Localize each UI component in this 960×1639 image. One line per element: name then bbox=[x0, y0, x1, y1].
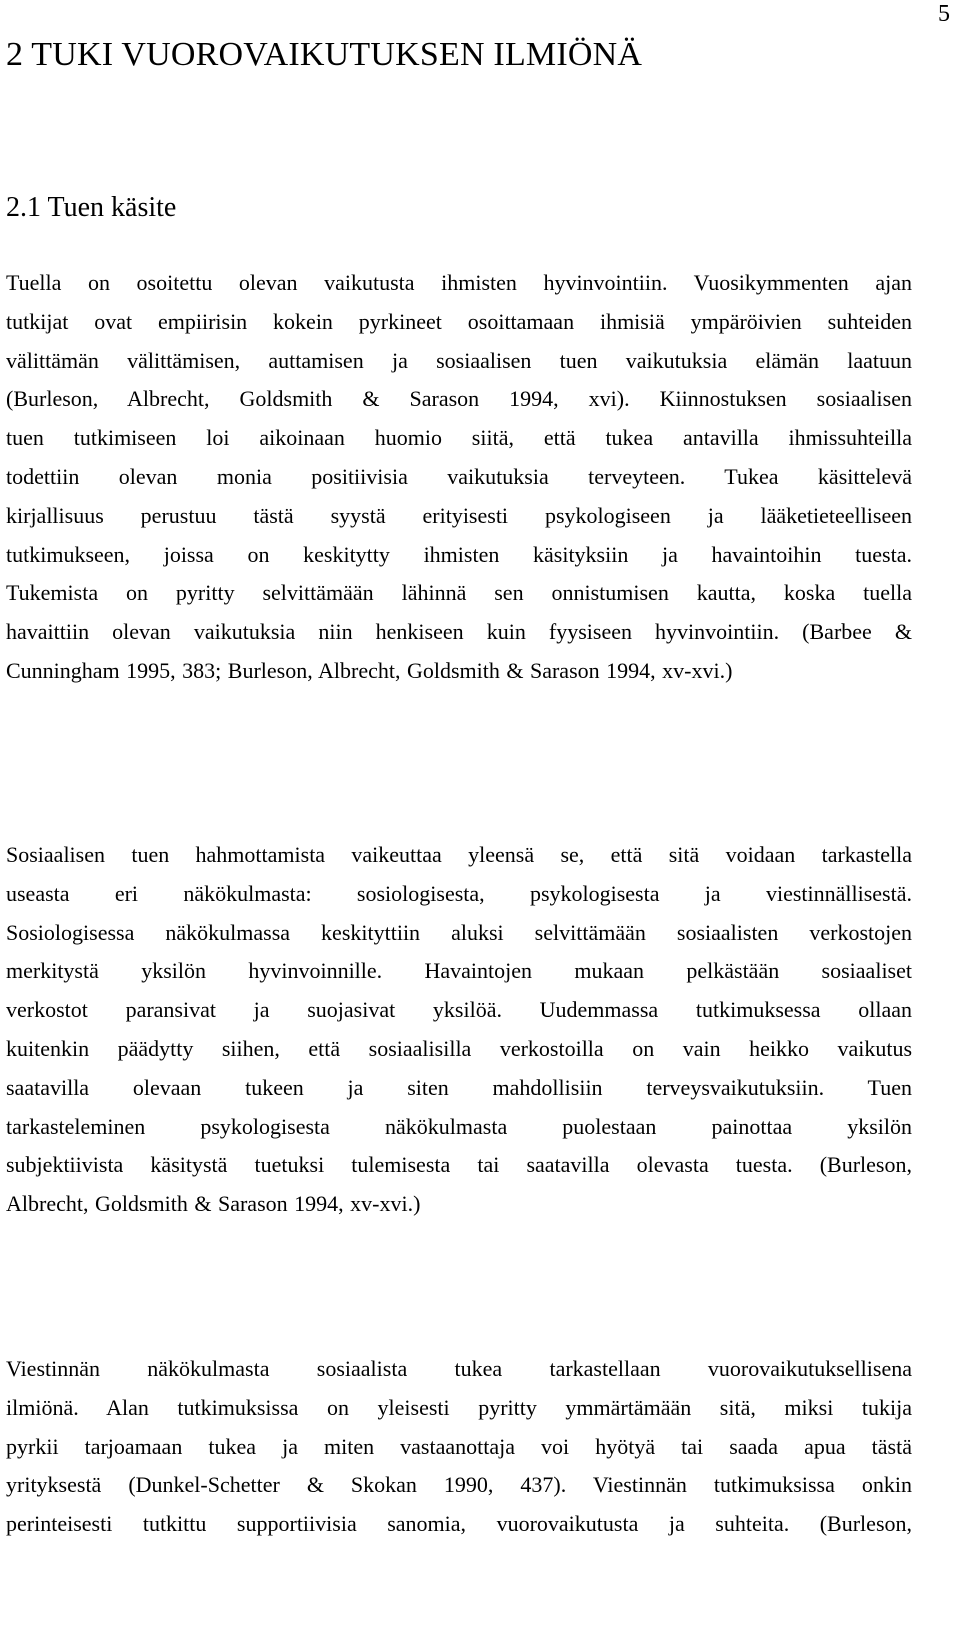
paragraph-1 bbox=[6, 264, 912, 691]
text-line: useasta eri näkökulmasta: sosiologisesta, psykologisesta ja viestinnällisestä. bbox=[6, 880, 912, 906]
text-line: tutkijat ovat empiirisin kokein pyrkineet osoittamaan ihmisiä ympäröivien suhteiden bbox=[6, 308, 912, 334]
text-line: saatavilla olevaan tukeen ja siten mahdollisiin terveysvaikutuksiin. Tuen bbox=[6, 1074, 912, 1100]
text-line: tuen tutkimiseen loi aikoinaan huomio siitä, että tukea antavilla ihmissuhteilla bbox=[6, 425, 912, 451]
text-line: pyrkii tarjoamaan tukea ja miten vastaanottaja voi hyötyä tai saada apua tästä bbox=[6, 1433, 912, 1459]
text-line: subjektiivista käsitystä tuetuksi tulemisesta tai saatavilla olevasta tuesta. (Burleson, bbox=[6, 1152, 912, 1178]
text-line: Tuella on osoitettu olevan vaikutusta ihmisten hyvinvointiin. Vuosikymmenten ajan bbox=[6, 270, 912, 295]
text-line: havaittiin olevan vaikutuksia niin henkiseen kuin fyysiseen hyvinvointiin. (Barbee & bbox=[6, 619, 912, 645]
text-line: yrityksestä (Dunkel-Schetter & Skokan 1990, 437). Viestinnän tutkimuksissa onkin bbox=[6, 1472, 912, 1498]
text-line: Viestinnän näkökulmasta sosiaalista tukea tarkastellaan vuorovaikutuksellisena bbox=[6, 1356, 912, 1381]
text-line: kirjallisuus perustuu tästä syystä erityisesti psykologiseen ja lääketieteelliseen bbox=[6, 502, 912, 528]
text-line: (Burleson, Albrecht, Goldsmith & Sarason 1994, xvi). Kiinnostuksen sosiaalisen bbox=[6, 386, 912, 412]
text-line: Cunningham 1995, 383; Burleson, Albrecht, Goldsmith & Sarason 1994, xv-xvi.) bbox=[6, 657, 733, 683]
text-line: Sosiaalisen tuen hahmottamista vaikeuttaa yleensä se, että sitä voidaan tarkastella bbox=[6, 842, 912, 867]
text-line: ilmiönä. Alan tutkimuksissa on yleisesti pyritty ymmärtämään sitä, miksi tukija bbox=[6, 1394, 912, 1420]
text-line: merkitystä yksilön hyvinvoinnille. Havaintojen mukaan pelkästään sosiaaliset bbox=[6, 958, 912, 984]
paragraph-2 bbox=[6, 836, 912, 1224]
text-line: Sosiologisessa näkökulmassa keskityttiin aluksi selvittämään sosiaalisten verkostojen bbox=[6, 919, 912, 945]
text-line: kuitenkin päädytty siihen, että sosiaalisilla verkostoilla on vain heikko vaikutus bbox=[6, 1035, 912, 1061]
paragraph-3 bbox=[6, 1350, 912, 1544]
text-line: tarkasteleminen psykologisesta näkökulmasta puolestaan painottaa yksilön bbox=[6, 1113, 912, 1139]
text-line: todettiin olevan monia positiivisia vaikutuksia terveyteen. Tukea käsittelevä bbox=[6, 463, 912, 489]
text-line: perinteisesti tutkittu supportiivisia sanomia, vuorovaikutusta ja suhteita. (Burleson, bbox=[6, 1511, 912, 1537]
section-title: 2.1 Tuen käsite bbox=[6, 192, 177, 223]
text-line: Albrecht, Goldsmith & Sarason 1994, xv-xvi.) bbox=[6, 1191, 421, 1217]
text-line: verkostot paransivat ja suojasivat yksilöä. Uudemmassa tutkimuksessa ollaan bbox=[6, 997, 912, 1023]
chapter-title: 2 TUKI VUOROVAIKUTUKSEN ILMIÖNÄ bbox=[6, 36, 643, 73]
text-line: Tukemista on pyritty selvittämään lähinnä sen onnistumisen kautta, koska tuella bbox=[6, 580, 912, 606]
text-line: tutkimukseen, joissa on keskitytty ihmisten käsityksiin ja havaintoihin tuesta. bbox=[6, 541, 912, 567]
page-number: 5 bbox=[938, 1, 950, 27]
text-line: välittämän välittämisen, auttamisen ja sosiaalisen tuen vaikutuksia elämän laatuun bbox=[6, 347, 912, 373]
